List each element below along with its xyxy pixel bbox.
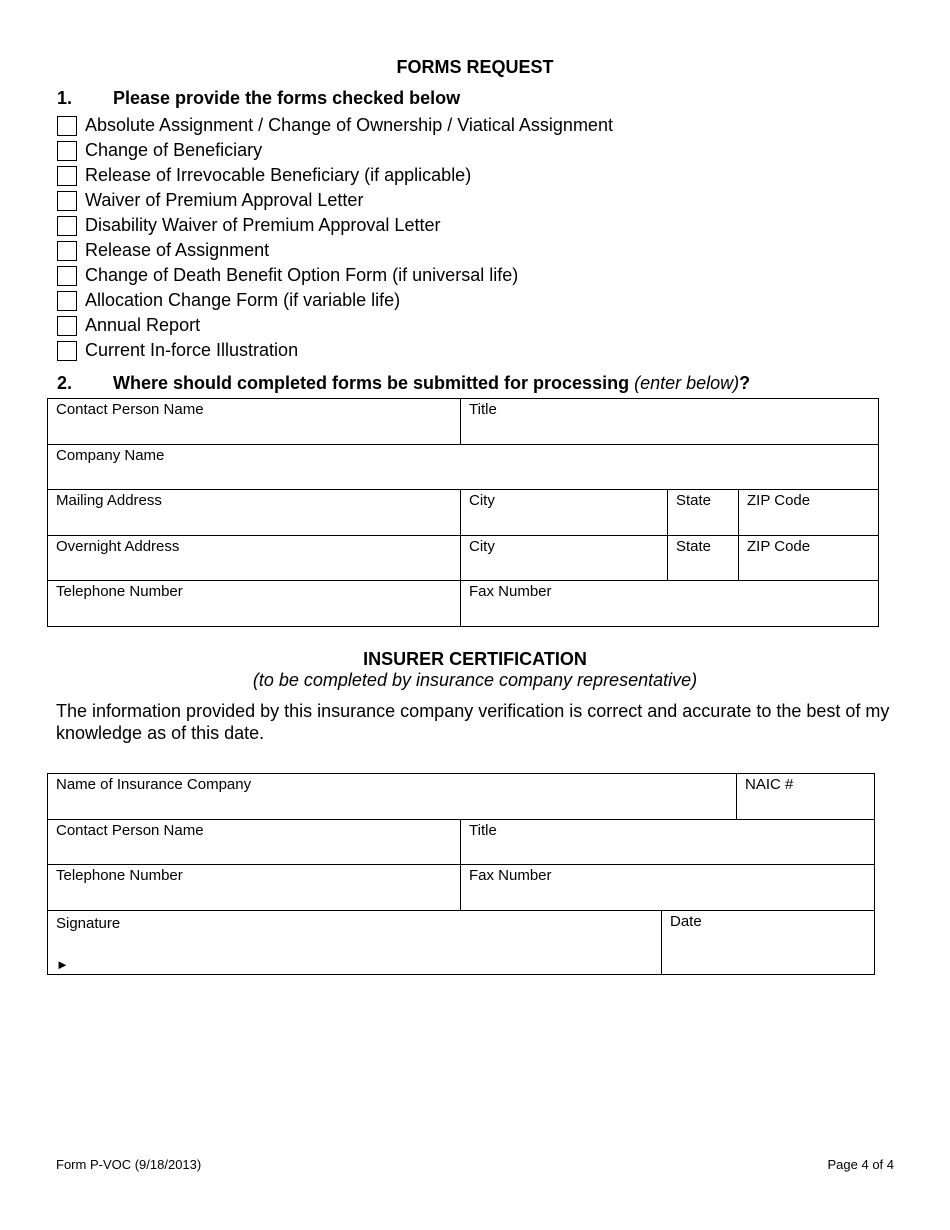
section-1-number: 1. [57,88,73,108]
checklist-item-label: Allocation Change Form (if variable life) [85,290,401,310]
field-label: Contact Person Name [56,822,204,839]
contact-person-name-field[interactable] [48,820,461,865]
form-id: Form P-VOC (9/18/2013) [56,1157,202,1172]
section-2-heading-text: Where should completed forms be submitted for processing [113,373,630,393]
fax-number-field[interactable] [461,865,875,911]
checklist-item-label: Release of Irrevocable Beneficiary (if applicable) [85,165,472,185]
checklist-item[interactable] [57,188,613,213]
checklist-item[interactable] [57,163,613,188]
checklist-item[interactable] [57,213,613,238]
telephone-number-field[interactable] [48,581,461,627]
fax-number-field[interactable] [461,581,879,627]
page-number: Page 4 of 4 [827,1157,894,1172]
field-label: NAIC # [745,776,794,793]
section-1-heading [57,88,460,109]
mailing-city-field[interactable] [461,490,668,536]
checklist-item-label: Annual Report [85,315,201,335]
form-checkbox[interactable] [57,191,77,211]
overnight-state-field[interactable] [668,536,739,581]
contact-person-name-field[interactable] [48,399,461,445]
field-label: Company Name [56,447,165,464]
checklist-item[interactable] [57,138,613,163]
insurance-company-name-field[interactable] [48,774,737,820]
checklist-item-label: Absolute Assignment / Change of Ownership / Viatical Assignment [85,115,613,135]
checklist-item[interactable] [57,263,613,288]
form-checkbox[interactable] [57,341,77,361]
forms-checklist [57,113,613,363]
checklist-item-label: Change of Death Benefit Option Form (if universal life) [85,265,519,285]
field-label: Mailing Address [56,492,162,509]
title-field[interactable] [461,399,879,445]
telephone-number-field[interactable] [48,865,461,911]
certification-statement: The information provided by this insurance company verification is correct and accurate to the best of my knowledge as of this date. [56,701,890,743]
checklist-item[interactable] [57,113,613,138]
checklist-item[interactable] [57,238,613,263]
field-label: ZIP Code [747,538,811,555]
date-field[interactable] [662,911,875,975]
field-label: Title [469,822,497,839]
insurer-certification-title: INSURER CERTIFICATION [363,649,587,669]
section-2-number: 2. [57,373,73,393]
checklist-item-label: Waiver of Premium Approval Letter [85,190,364,210]
section-2-heading [57,373,750,394]
checklist-item[interactable] [57,338,613,363]
mailing-state-field[interactable] [668,490,739,536]
submission-address-table [47,398,879,627]
section-1-heading-text: Please provide the forms checked below [113,88,461,108]
checklist-item-label: Current In-force Illustration [85,340,299,360]
mailing-zip-field[interactable] [739,490,879,536]
field-label: Telephone Number [56,867,183,884]
insurer-certification-subtitle: (to be completed by insurance company representative) [252,670,698,690]
overnight-city-field[interactable] [461,536,668,581]
overnight-zip-field[interactable] [739,536,879,581]
field-label: Title [469,401,497,418]
field-label: ZIP Code [747,492,811,509]
signature-arrow-icon: ► [56,957,69,972]
field-label: Date [670,913,702,930]
form-checkbox[interactable] [57,166,77,186]
field-label: State [676,492,712,509]
title-field[interactable] [461,820,875,865]
field-label: Signature [56,915,121,932]
field-label: City [469,538,495,555]
form-checkbox[interactable] [57,241,77,261]
field-label: Fax Number [469,867,552,884]
insurer-certification-table [47,773,875,975]
mailing-address-field[interactable] [48,490,461,536]
naic-field[interactable] [737,774,875,820]
field-label: Overnight Address [56,538,180,555]
checklist-item-label: Release of Assignment [85,240,270,260]
checklist-item[interactable] [57,288,613,313]
company-name-field[interactable] [48,445,879,490]
signature-field[interactable] [48,911,662,975]
form-checkbox[interactable] [57,291,77,311]
checklist-item-label: Disability Waiver of Premium Approval Letter [85,215,441,235]
field-label: Contact Person Name [56,401,204,418]
checklist-item[interactable] [57,313,613,338]
field-label: Name of Insurance Company [56,776,252,793]
section-2-suffix: ? [739,373,751,393]
form-checkbox[interactable] [57,266,77,286]
form-checkbox[interactable] [57,141,77,161]
form-checkbox[interactable] [57,316,77,336]
forms-request-title: FORMS REQUEST [396,57,554,77]
field-label: Telephone Number [56,583,183,600]
form-checkbox[interactable] [57,216,77,236]
field-label: City [469,492,495,509]
checklist-item-label: Change of Beneficiary [85,140,263,160]
field-label: State [676,538,712,555]
section-2-hint: (enter below) [634,373,740,393]
form-checkbox[interactable] [57,116,77,136]
field-label: Fax Number [469,583,552,600]
overnight-address-field[interactable] [48,536,461,581]
